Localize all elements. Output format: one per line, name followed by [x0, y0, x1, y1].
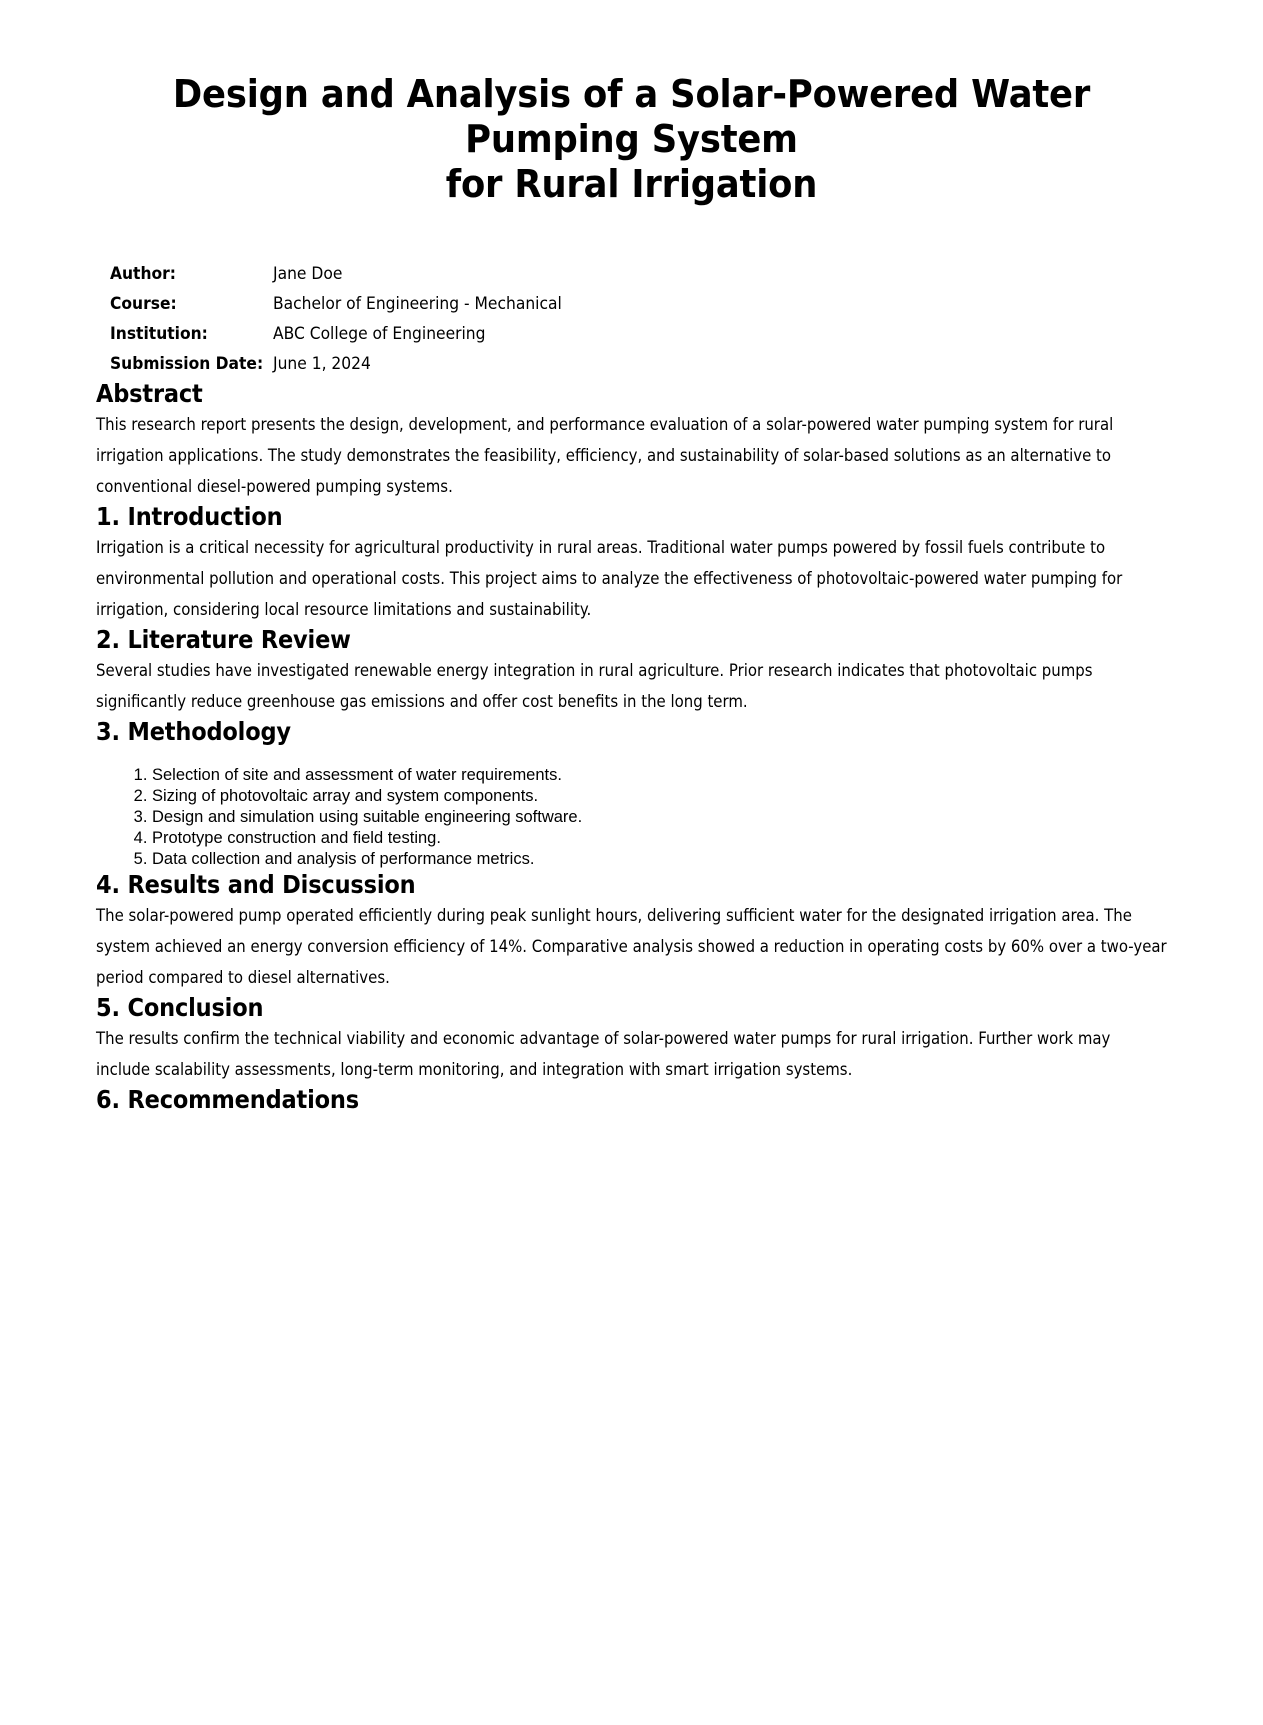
section-heading-literature-review: 2. Literature Review: [96, 625, 351, 654]
section-heading-results-and-discussion: 4. Results and Discussion: [96, 870, 416, 899]
metadata-row-course: [110, 289, 580, 319]
title-line-2: for Rural Irrigation: [445, 162, 818, 206]
metadata-label-institution: Institution:: [110, 324, 208, 343]
metadata-label-course: Course:: [110, 294, 177, 313]
title-line-1: Design and Analysis of a Solar-Powered Water Pumping System: [172, 72, 1091, 161]
section-heading-methodology: 3. Methodology: [96, 717, 291, 746]
document-metadata: [110, 259, 580, 379]
metadata-value-author: Jane Doe: [272, 264, 343, 283]
section-body-conclusion: The results confirm the technical viability and economic advantage of solar-powered water pumps for rural irrigation. Further work may include scalability assessments, long-term monitoring, and integration with smart irrigation systems.: [96, 1029, 1111, 1079]
methodology-step-list: [96, 765, 1167, 870]
section-body-introduction: Irrigation is a critical necessity for agricultural productivity in rural areas. Traditional water pumps powered by fossil fuels contribute to environmental pollution and operational costs. This project aims to analyze the effectiveness of photovoltaic-powered water pumping for irrigation, considering local resource limitations and sustainability.: [96, 538, 1123, 619]
list-item: 5. Data collection and analysis of performance metrics.: [152, 849, 1167, 870]
section-body-results-and-discussion: The solar-powered pump operated efficiently during peak sunlight hours, delivering sufficient water for the designated irrigation area. The system achieved an energy conversion efficiency of 14%. Comparative analysis showed a reduction in operating costs by 60% over a two-year period compared to diesel alternatives.: [96, 906, 1167, 987]
metadata-value-course: Bachelor of Engineering - Mechanical: [272, 294, 562, 313]
list-item: 3. Design and simulation using suitable engineering software.: [152, 807, 1167, 828]
metadata-row-submission-date: [110, 349, 580, 379]
section-body-abstract: This research report presents the design, development, and performance evaluation of a solar-powered water pumping system for rural irrigation applications. The study demonstrates the feasibility, efficiency, and sustainability of solar-based solutions as an alternative to conventional diesel-powered pumping systems.: [96, 415, 1114, 496]
metadata-row-author: [110, 259, 580, 289]
metadata-label-submission-date: Submission Date:: [110, 354, 264, 373]
list-item: 2. Sizing of photovoltaic array and system components.: [152, 786, 1167, 807]
section-heading-conclusion: 5. Conclusion: [96, 993, 264, 1022]
metadata-value-institution: ABC College of Engineering: [272, 324, 486, 343]
metadata-label-author: Author:: [110, 264, 177, 283]
list-item: 4. Prototype construction and field testing.: [152, 828, 1167, 849]
list-item: 1. Selection of site and assessment of water requirements.: [152, 765, 1167, 786]
section-heading-recommendations: 6. Recommendations: [96, 1085, 359, 1114]
page-title: [133, 0, 1129, 207]
section-body-literature-review: Several studies have investigated renewable energy integration in rural agriculture. Prior research indicates that photovoltaic pumps significantly reduce greenhouse gas emissions and offer cost benefits in the long term.: [96, 661, 1093, 711]
metadata-value-submission-date: June 1, 2024: [272, 354, 371, 373]
section-heading-abstract: Abstract: [96, 379, 203, 408]
section-heading-introduction: 1. Introduction: [96, 502, 283, 531]
metadata-row-institution: [110, 319, 580, 349]
